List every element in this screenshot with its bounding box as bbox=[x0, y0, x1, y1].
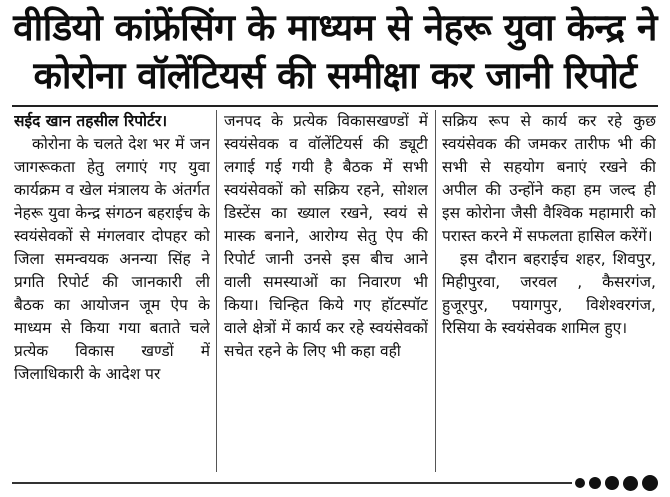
dot-icon bbox=[642, 475, 658, 491]
dot-icon bbox=[605, 476, 619, 490]
dot-icon bbox=[623, 476, 638, 491]
headline-line-2: कोरोना वॉलेंटियर्स की समीक्षा कर जानी रिपोर्ट bbox=[33, 54, 637, 97]
headline-divider bbox=[12, 105, 658, 107]
column-3-paragraph-1: सक्रिय रूप से कार्य कर रहे कुछ स्वयंसेवक की जमकर तारीफ भी की सभी से सहयोग बनाएं रखने की अपील की उन्होंने कहा हम जल्द ही इस कोरोना जैसी वैश्विक महामारी को परास्त करने में सफलता हासिल करेंगें। bbox=[442, 112, 656, 245]
byline: सईद खान तहसील रिपोर्टर। bbox=[14, 112, 168, 130]
headline-line-1: वीडियो कांफ्रेंसिंग के माध्यम से नेहरू युवा केन्द्र ने bbox=[13, 6, 657, 49]
dot-icon bbox=[589, 477, 601, 489]
column-2-text: जनपद के प्रत्येक विकासखण्डों में स्वयंसेवक व वॉलेंटियर्स की ड्यूटी लगाई गई गयी है बैठक में सभी स्वयंसेवकों को सक्रिय रहने, सोशल डिस्टेंस का ख्याल रखने, स्वयं से मास्क बनाने, आरोग्य सेतु ऐप की रिपोर्ट जानी उनसे इस बीच आने वाली समस्याओं का निवारण भी किया। चिन्हित किये गए हॉटस्पॉट वाले क्षेत्रों में कार्य कर रहे स्वयंसेवकों सचेत रहने के लिए भी कहा वही bbox=[224, 112, 428, 360]
column-divider-1 bbox=[216, 110, 217, 472]
article-column-1 bbox=[14, 110, 210, 472]
end-of-article-dots bbox=[575, 474, 658, 492]
column-3-paragraph-2: इस दौरान बहराईच शहर, शिवपुर, मिहीपुरवा, जरवल , कैसरगंज, हुजूरपुर, पयागपुर, विशेश्वरगंज, रिसिया के स्वयंसेवक शामिल हुए। bbox=[442, 250, 656, 337]
article-column-2 bbox=[224, 110, 428, 472]
column-1-text: कोरोना के चलते देश भर में जन जागरूकता हेतु लगाएं गए युवा कार्यक्रम व खेल मंत्रालय के अंतर्गत नेहरू युवा केन्द्र संगठन बहराईच के स्वयंसेवकों से मंगलवार दोपहर को जिला समन्वयक अनन्या सिंह ने प्रगति रिपोर्ट की जानकारी ली बैठक का आयोजन जूम ऐप के माध्यम से किया गया बताते चले प्रत्येक विकास खण्डों में जिलाधिकारी के आदेश पर bbox=[14, 135, 210, 383]
dot-icon bbox=[575, 478, 585, 488]
column-divider-2 bbox=[435, 110, 436, 472]
article-column-3 bbox=[442, 110, 656, 472]
footer-rule bbox=[12, 482, 572, 484]
